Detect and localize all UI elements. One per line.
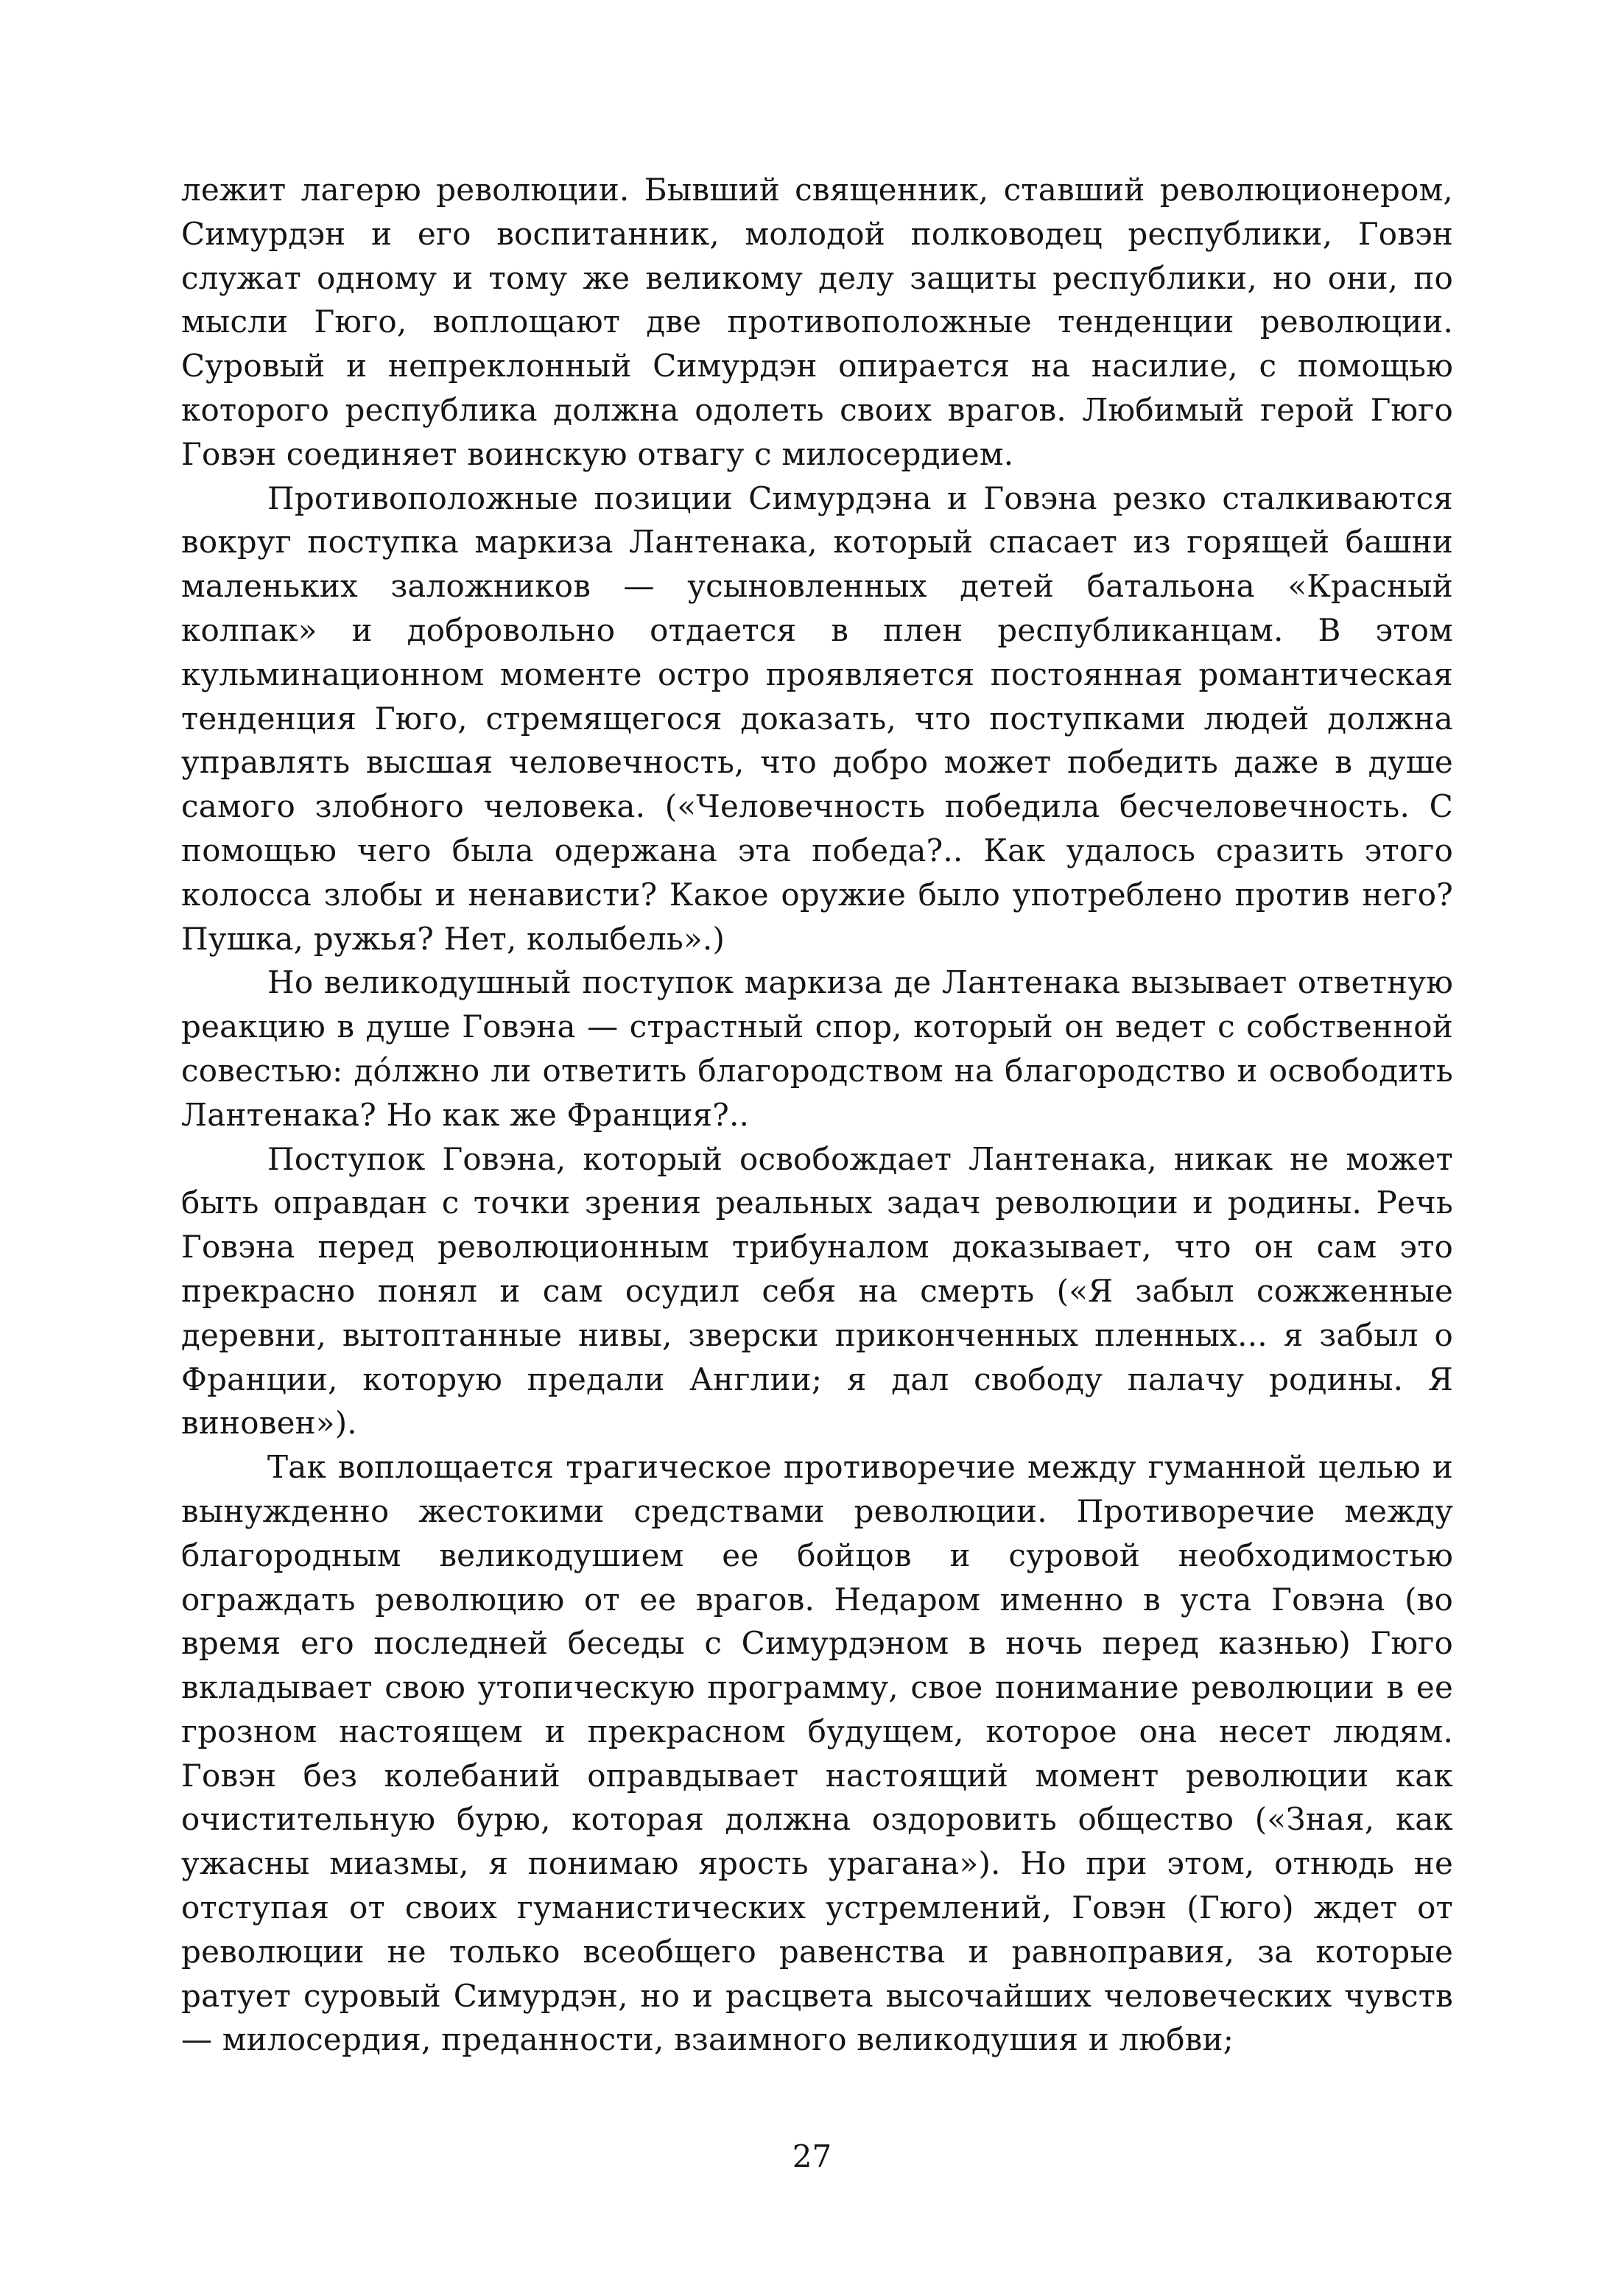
paragraph-5: Так воплощается трагическое противоречие между гуманной целью и вынужденно жестокими средствами революции. Противоречие между благородным великодушием ее бойцов и суровой необходимостью ограждать революцию от ее врагов. Недаром именно в уста Говэна (во время его последней беседы с Симурдэном в ночь перед казнью) Гюго вкладывает свою утопическую программу, свое понимание революции в ее грозном настоящем и прекрасном будущем, которое она несет людям. Говэн без колебаний оправдывает настоящий момент революции как очистительную бурю, которая должна оздоровить общество («Зная, как ужасны миазмы, я понимаю ярость урагана»). Но при этом, отнюдь не отступая от своих гуманистических устремлений, Говэн (Гюго) ждет от революции не только всеобщего равенства и равноправия, за которые ратует суровый Симурдэн, но и расцвета высочайших человеческих чувств — милосердия, преданности, взаимного великодушия и любви;	[181, 1449, 1453, 2058]
page-number: 27	[792, 2138, 832, 2175]
body-text	[181, 168, 1453, 2062]
paragraph-2: Противоположные позиции Симурдэна и Говэна резко сталкиваются вокруг поступка маркиза Лантенака, который спасает из горящей башни маленьких заложников — усыновленных детей батальона «Красный колпак» и добровольно отдается в плен республиканцам. В этом кульминационном моменте остро проявляется постоянная романтическая тенденция Гюго, стремящегося доказать, что поступками людей должна управлять высшая человечность, что добро может победить даже в душе самого злобного человека. («Человечность победила бесчеловечность. С помощью чего была одержана эта победа?.. Как удалось сразить этого колосса злобы и ненависти? Какое оружие было употреблено против него? Пушка, ружья? Нет, колыбель».)	[181, 480, 1453, 957]
paragraph-3: Но великодушный поступок маркиза де Лантенака вызывает ответную реакцию в душе Говэна — страстный спор, который он ведет с собственной совестью: дóлжно ли ответить благородством на благородство и освободить Лантенака? Но как же Франция?..	[181, 964, 1453, 1133]
paragraph-1: лежит лагерю революции. Бывший священник, ставший революционером, Симурдэн и его воспитанник, молодой полководец республики, Говэн служат одному и тому же великому делу защиты республики, но они, по мысли Гюго, воплощают две противоположные тенденции революции. Суровый и непреклонный Симурдэн опирается на насилие, с помощью которого республика должна одолеть своих врагов. Любимый герой Гюго Говэн соединяет воинскую отвагу с милосердием.	[181, 172, 1453, 472]
paragraph-4: Поступок Говэна, который освобождает Лантенака, никак не может быть оправдан с точки зрения реальных задач революции и родины. Речь Говэна перед революционным трибуналом доказывает, что он сам это прекрасно понял и сам осудил себя на смерть («Я забыл сожженные деревни, вытоптанные нивы, зверски приконченных пленных... я забыл о Франции, которую предали Англии; я дал свободу палачу родины. Я виновен»).	[181, 1140, 1453, 1442]
